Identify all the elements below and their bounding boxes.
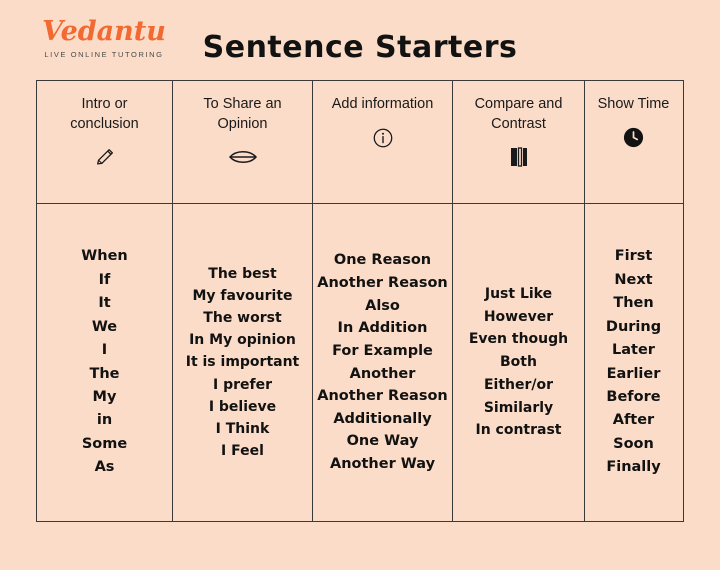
list-item: My [92,388,117,405]
list-item: Even though [468,331,569,348]
list-item: When [81,248,128,265]
body-cell-compare-and-contrast [453,204,585,521]
list-item: I Think [215,420,270,437]
column-header-label: Intro or conclusion [70,96,139,132]
header-cell-intro-or-conclusion [37,81,173,203]
sentence-starters-table [36,80,684,522]
list-item: Some [81,435,128,452]
pencil-icon [94,144,116,170]
list-item: Next [614,271,653,288]
list-item: We [91,318,118,335]
header-cell-compare-and-contrast [453,81,585,203]
column-header-label: Show Time [597,96,670,112]
list-item: I Feel [221,442,264,459]
list-item: In Addition [337,320,428,337]
list-item: In contrast [475,422,562,439]
list-item: The [89,365,120,382]
list-item: Earlier [606,365,661,382]
list-item: One Way [346,433,419,450]
starter-list-compare-and-contrast [469,283,568,442]
body-cell-intro-or-conclusion [37,204,173,521]
poster-header [0,0,720,80]
list-item: Another Way [329,455,436,472]
list-item: First [614,248,653,265]
column-header-label: To Share an Opinion [203,96,282,132]
list-item: For Example [332,342,433,359]
list-item: Later [612,342,655,359]
body-cell-show-time [585,204,682,521]
body-cell-add-information [313,204,453,521]
list-item: Just Like [484,286,553,303]
list-item: Another Reason [317,275,448,292]
list-item: Before [606,388,661,405]
page-title: Sentence Starters [202,30,518,65]
column-header-label: Add information [331,96,434,112]
starter-list-to-share-an-opinion [186,263,300,462]
list-item: Additionally [333,410,432,427]
list-item: If [98,271,111,288]
list-item: Finally [606,459,661,476]
list-item: I believe [208,398,277,415]
list-item: The best [208,266,277,282]
books-icon [509,144,529,170]
list-item: One Reason [333,252,432,269]
clock-icon [622,125,645,151]
list-item: However [483,308,554,325]
body-cell-to-share-an-opinion [173,204,313,521]
list-item: in [96,412,113,429]
list-item: Both [500,354,537,371]
table-header-row [37,81,683,204]
starter-list-intro-or-conclusion [81,245,127,480]
logo-wordmark: Vedantu [42,16,166,47]
list-item: I [101,342,108,359]
starter-list-show-time [606,245,661,480]
logo-tagline: LIVE ONLINE TUTORING [44,50,164,59]
starter-list-add-information [317,249,448,475]
list-item: During [605,318,662,335]
header-cell-show-time [585,81,682,203]
table-body-row [37,204,683,521]
list-item: Another Reason [317,388,448,405]
list-item: Also [365,297,400,314]
list-item: Then [613,295,654,312]
list-item: I prefer [212,376,272,393]
list-item: My favourite [192,288,293,305]
column-header-label: Compare and Contrast [474,96,563,132]
list-item: It [98,295,111,312]
list-item: Soon [613,435,654,452]
list-item: Similarly [483,399,554,416]
list-item: Another [349,365,416,382]
list-item: As [94,459,115,476]
info-icon [372,125,394,151]
header-cell-add-information [313,81,453,203]
mouth-icon [228,144,258,170]
list-item: It is important [185,354,300,371]
list-item: After [612,412,655,429]
list-item: In My opinion [189,332,296,349]
list-item: The worst [203,310,282,327]
list-item: Either/or [483,376,554,393]
header-cell-to-share-an-opinion [173,81,313,203]
